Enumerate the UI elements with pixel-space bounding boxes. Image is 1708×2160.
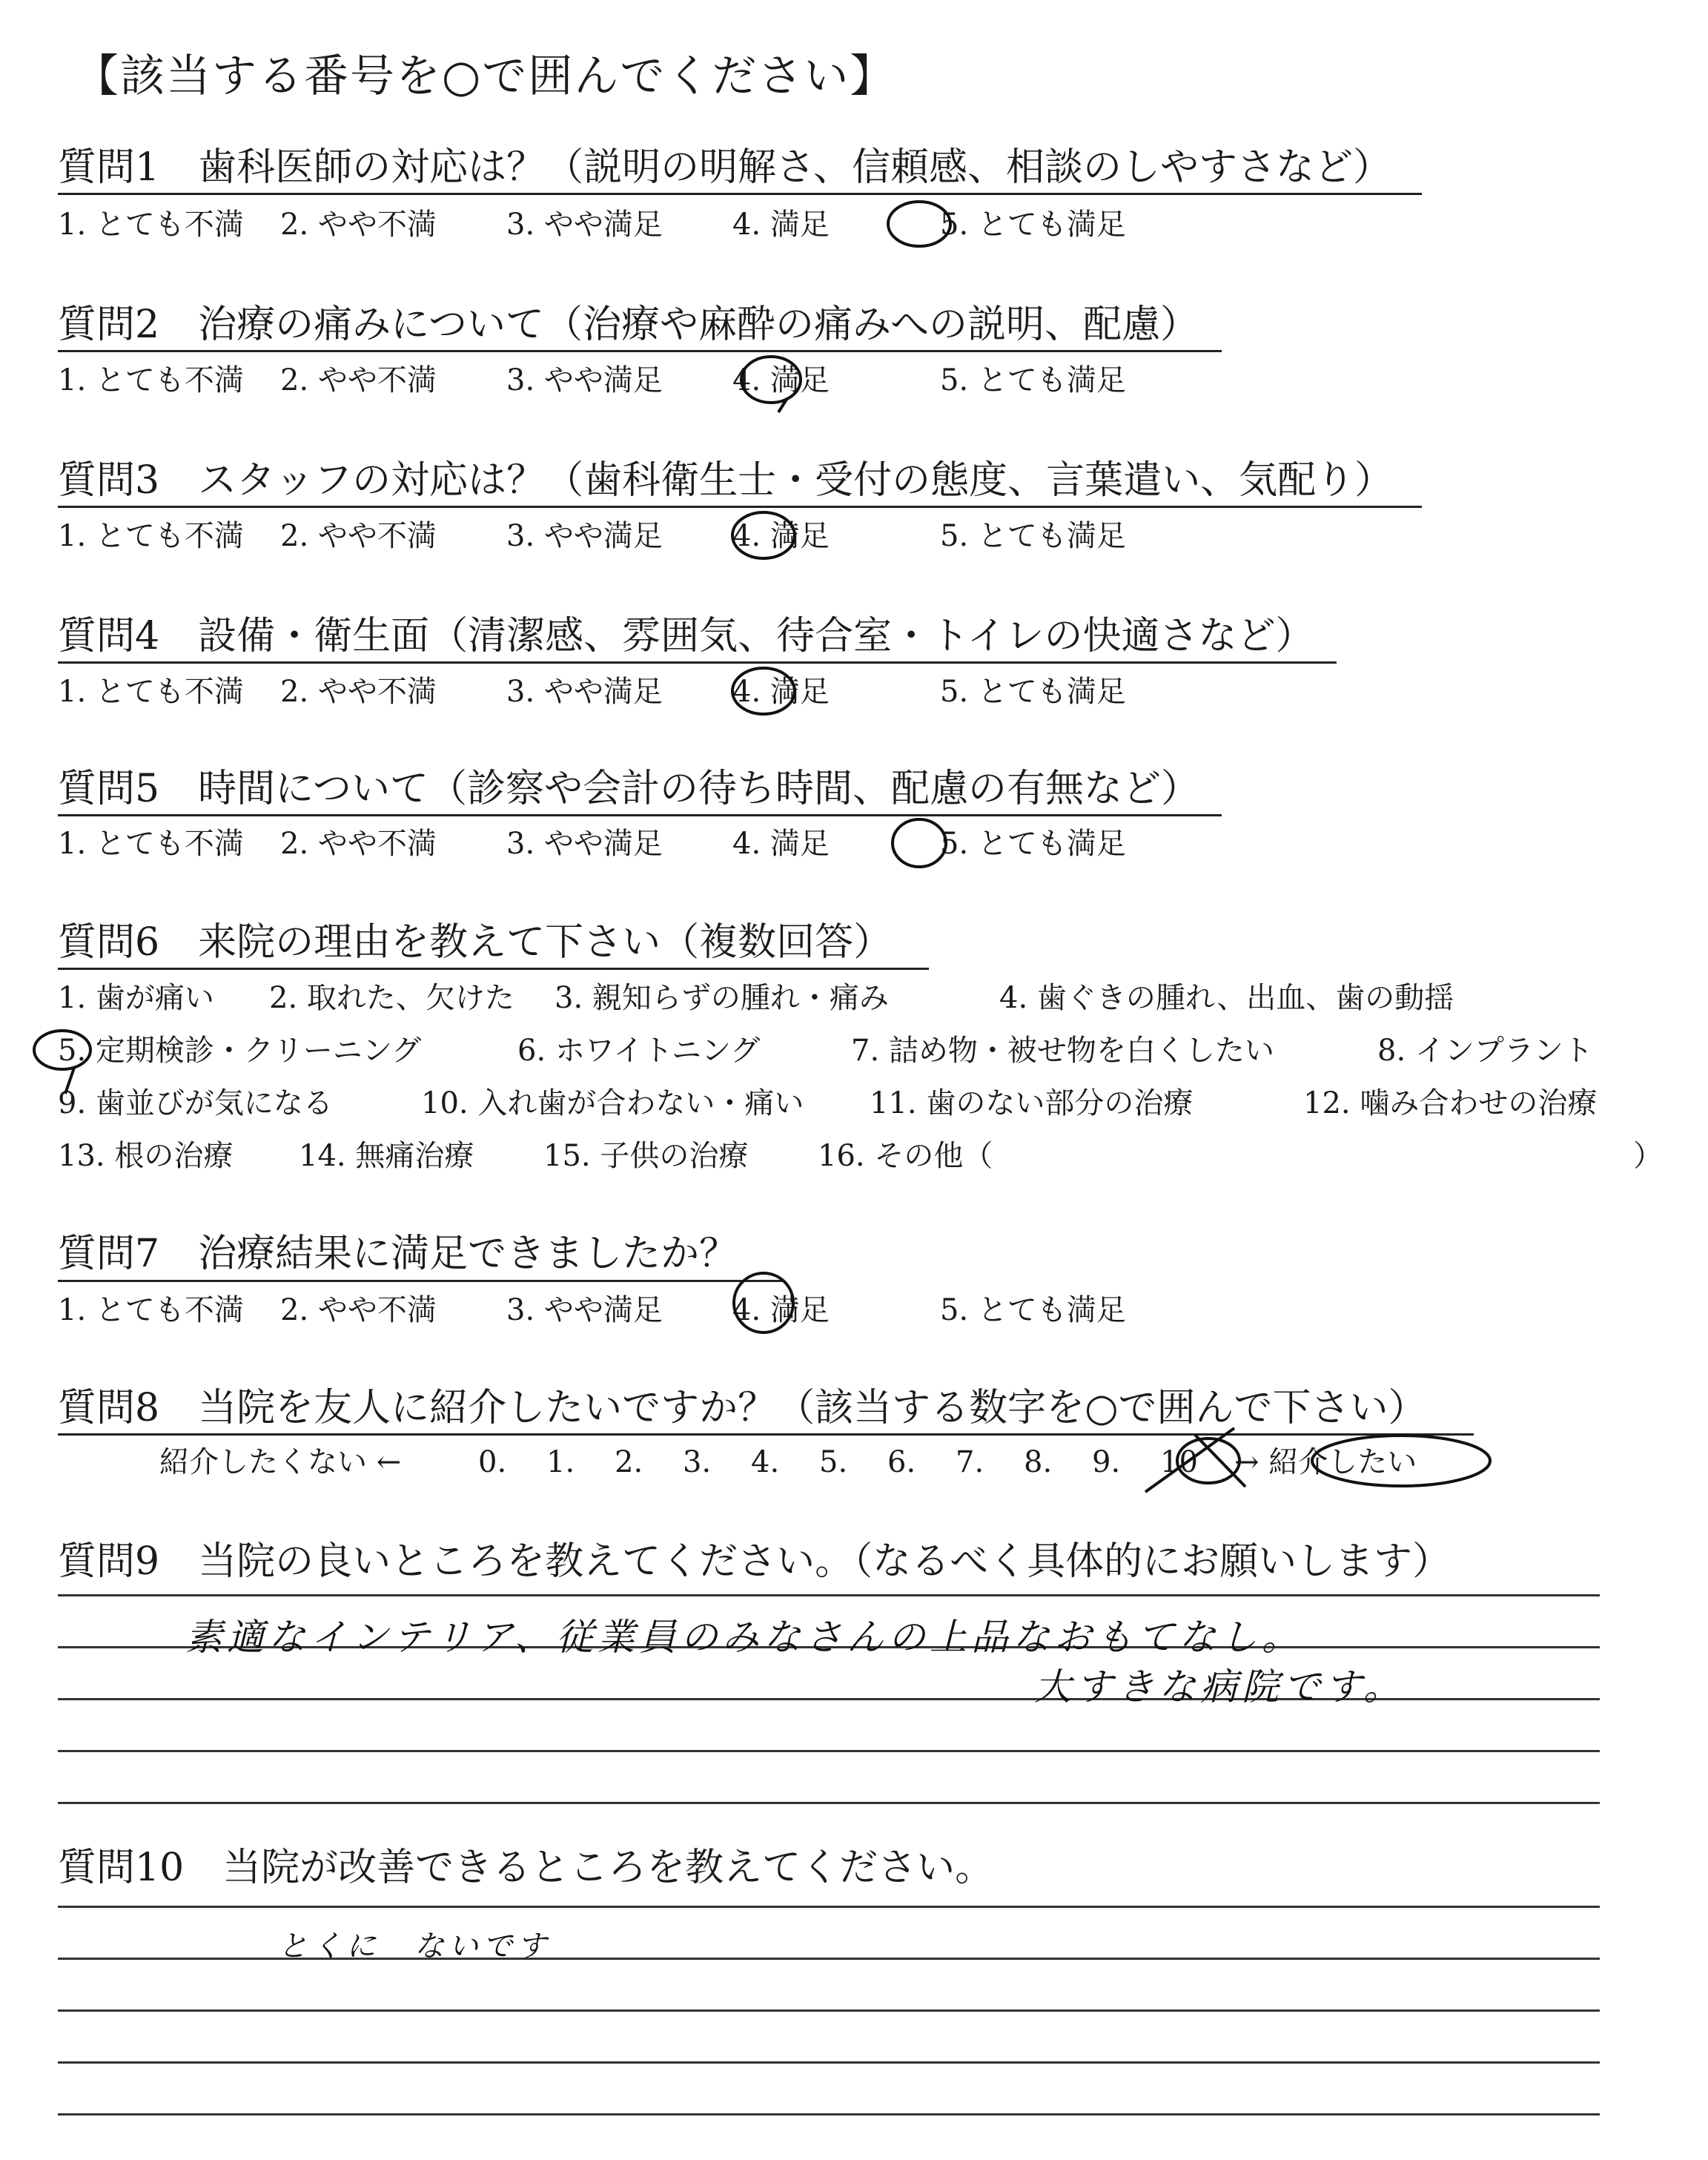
option-1[interactable]: 1. とても不満: [58, 1293, 244, 1327]
scale-2[interactable]: 2.: [615, 1445, 643, 1479]
scale-left-label: 紹介したくない ←: [159, 1445, 402, 1479]
option-3[interactable]: 3. やや満足: [506, 1293, 663, 1327]
scale-4[interactable]: 4.: [751, 1445, 780, 1479]
question-5-underline: [58, 814, 1222, 816]
question-2-options: [58, 363, 1126, 397]
option-1[interactable]: 1. とても不満: [58, 675, 244, 709]
question-7-underline: [58, 1280, 784, 1282]
option-1[interactable]: 1. とても不満: [58, 208, 244, 242]
option-4[interactable]: 4. 満足: [732, 827, 830, 861]
question-5-title: 質問5 時間について（診察や会計の待ち時間、配慮の有無など）: [58, 767, 1200, 811]
scale-5[interactable]: 5.: [819, 1445, 848, 1479]
question-3-title: 質問3 スタッフの対応は？（歯科衛生士・受付の態度、言葉遣い、気配り）: [58, 458, 1394, 503]
option-5[interactable]: 5. とても満足: [940, 1293, 1126, 1327]
question-6-row-1: [58, 983, 1454, 1013]
reason-15[interactable]: 15. 子供の治療: [543, 1139, 749, 1173]
reason-12[interactable]: 12. 噛み合わせの治療: [1303, 1086, 1598, 1120]
question-4-underline: [58, 661, 1337, 664]
reason-1[interactable]: 1. 歯が痛い: [58, 981, 214, 1015]
question-2-underline: [58, 350, 1222, 352]
handwritten-answer-q9-line-1: 素適なインテリア、従業員のみなさんの上品なおもてなし。: [185, 1616, 1303, 1659]
option-3[interactable]: 3. やや満足: [506, 519, 663, 553]
option-5[interactable]: 5. とても満足: [940, 519, 1126, 553]
option-1[interactable]: 1. とても不満: [58, 363, 244, 397]
question-3-options: [58, 521, 1126, 551]
question-6-row-2: [58, 1036, 1593, 1066]
option-2[interactable]: 2. やや不満: [280, 827, 437, 861]
reason-7[interactable]: 7. 詰め物・被せ物を白くしたい: [851, 1034, 1274, 1068]
answer-line: [58, 1802, 1600, 1804]
question-4-title: 質問4 設備・衛生面（清潔感、雰囲気、待合室・トイレの快適さなど）: [58, 614, 1314, 658]
option-4[interactable]: 4. 満足: [732, 1293, 830, 1327]
question-7-options: [58, 1295, 1126, 1325]
reason-10[interactable]: 10. 入れ歯が合わない・痛い: [421, 1086, 804, 1120]
handwritten-answer-q10: とくに ないです: [278, 1929, 551, 1964]
answer-line: [58, 2061, 1600, 2064]
option-2[interactable]: 2. やや不満: [280, 363, 437, 397]
question-6-title: 質問6 来院の理由を教えて下さい（複数回答）: [58, 920, 893, 965]
handwritten-answer-q9-line-2: 大すきな病院です。: [1034, 1665, 1405, 1708]
scale-10[interactable]: 10: [1160, 1445, 1198, 1479]
question-3-underline: [58, 506, 1422, 508]
scale-9[interactable]: 9.: [1092, 1445, 1121, 1479]
other-close-paren: ）: [1633, 1139, 1663, 1173]
scale-3[interactable]: 3.: [683, 1445, 712, 1479]
reason-9[interactable]: 9. 歯並びが気になる: [58, 1086, 333, 1120]
option-3[interactable]: 3. やや満足: [506, 363, 663, 397]
option-4[interactable]: 4. 満足: [732, 519, 830, 553]
reason-6[interactable]: 6. ホワイトニング: [517, 1034, 761, 1068]
option-3[interactable]: 3. やや満足: [506, 675, 663, 709]
question-6-row-4: [58, 1141, 1663, 1171]
scale-right-label: → 紹介したい: [1234, 1445, 1417, 1479]
option-3[interactable]: 3. やや満足: [506, 208, 663, 242]
answer-line: [58, 2113, 1600, 2116]
answer-line: [58, 2009, 1600, 2012]
question-7-title: 質問7 治療結果に満足できましたか？: [58, 1232, 738, 1276]
question-1-underline: [58, 193, 1422, 195]
q2-circle-tail: [778, 398, 787, 412]
answer-line: [58, 1750, 1600, 1752]
option-2[interactable]: 2. やや不満: [280, 675, 437, 709]
question-5-options: [58, 829, 1126, 859]
page-heading: 【該当する番号を○で囲んでください】: [74, 50, 896, 102]
question-6-row-3: [58, 1086, 1598, 1120]
reason-16[interactable]: 16. その他（: [818, 1139, 993, 1173]
reason-8[interactable]: 8. インプラント: [1377, 1034, 1593, 1068]
option-4[interactable]: 4. 満足: [732, 208, 830, 242]
question-8-scale: [159, 1447, 1417, 1477]
question-4-options: [58, 677, 1126, 707]
answer-line: [58, 1906, 1600, 1908]
question-9-title: 質問9 当院の良いところを教えてください。（なるべく具体的にお願いします）: [58, 1539, 1452, 1584]
reason-2[interactable]: 2. 取れた、欠けた: [269, 981, 514, 1015]
question-2-title: 質問2 治療の痛みについて（治療や麻酔の痛みへの説明、配慮）: [58, 303, 1199, 347]
scale-8[interactable]: 8.: [1024, 1445, 1053, 1479]
question-8-title: 質問8 当院を友人に紹介したいですか？（該当する数字を○で囲んで下さい）: [58, 1386, 1427, 1430]
option-5[interactable]: 5. とても満足: [940, 675, 1126, 709]
reason-11[interactable]: 11. 歯のない部分の治療: [870, 1086, 1194, 1120]
question-8-underline: [58, 1433, 1474, 1436]
option-4[interactable]: 4. 満足: [732, 363, 830, 397]
question-10-title: 質問10 当院が改善できるところを教えてください。: [58, 1846, 994, 1890]
option-3[interactable]: 3. やや満足: [506, 827, 663, 861]
scale-1[interactable]: 1.: [546, 1445, 575, 1479]
option-5[interactable]: 5. とても満足: [940, 208, 1126, 242]
option-2[interactable]: 2. やや不満: [280, 208, 437, 242]
scale-0[interactable]: 0.: [478, 1445, 507, 1479]
scale-7[interactable]: 7.: [956, 1445, 984, 1479]
option-2[interactable]: 2. やや不満: [280, 1293, 437, 1327]
answer-line: [58, 1594, 1600, 1596]
question-1-options: [58, 210, 1126, 240]
option-1[interactable]: 1. とても不満: [58, 827, 244, 861]
option-4[interactable]: 4. 満足: [732, 675, 830, 709]
option-5[interactable]: 5. とても満足: [940, 363, 1126, 397]
reason-4[interactable]: 4. 歯ぐきの腫れ、出血、歯の動揺: [999, 981, 1454, 1015]
option-2[interactable]: 2. やや不満: [280, 519, 437, 553]
question-6-underline: [58, 968, 929, 970]
reason-5[interactable]: 5. 定期検診・クリーニング: [58, 1034, 422, 1068]
reason-13[interactable]: 13. 根の治療: [58, 1139, 234, 1173]
option-5[interactable]: 5. とても満足: [940, 827, 1126, 861]
scale-6[interactable]: 6.: [887, 1445, 916, 1479]
reason-3[interactable]: 3. 親知らずの腫れ・痛み: [555, 981, 889, 1015]
option-1[interactable]: 1. とても不満: [58, 519, 244, 553]
reason-14[interactable]: 14. 無痛治療: [299, 1139, 474, 1173]
question-1-title: 質問1 歯科医師の対応は？（説明の明解さ、信頼感、相談のしやすさなど）: [58, 145, 1392, 190]
